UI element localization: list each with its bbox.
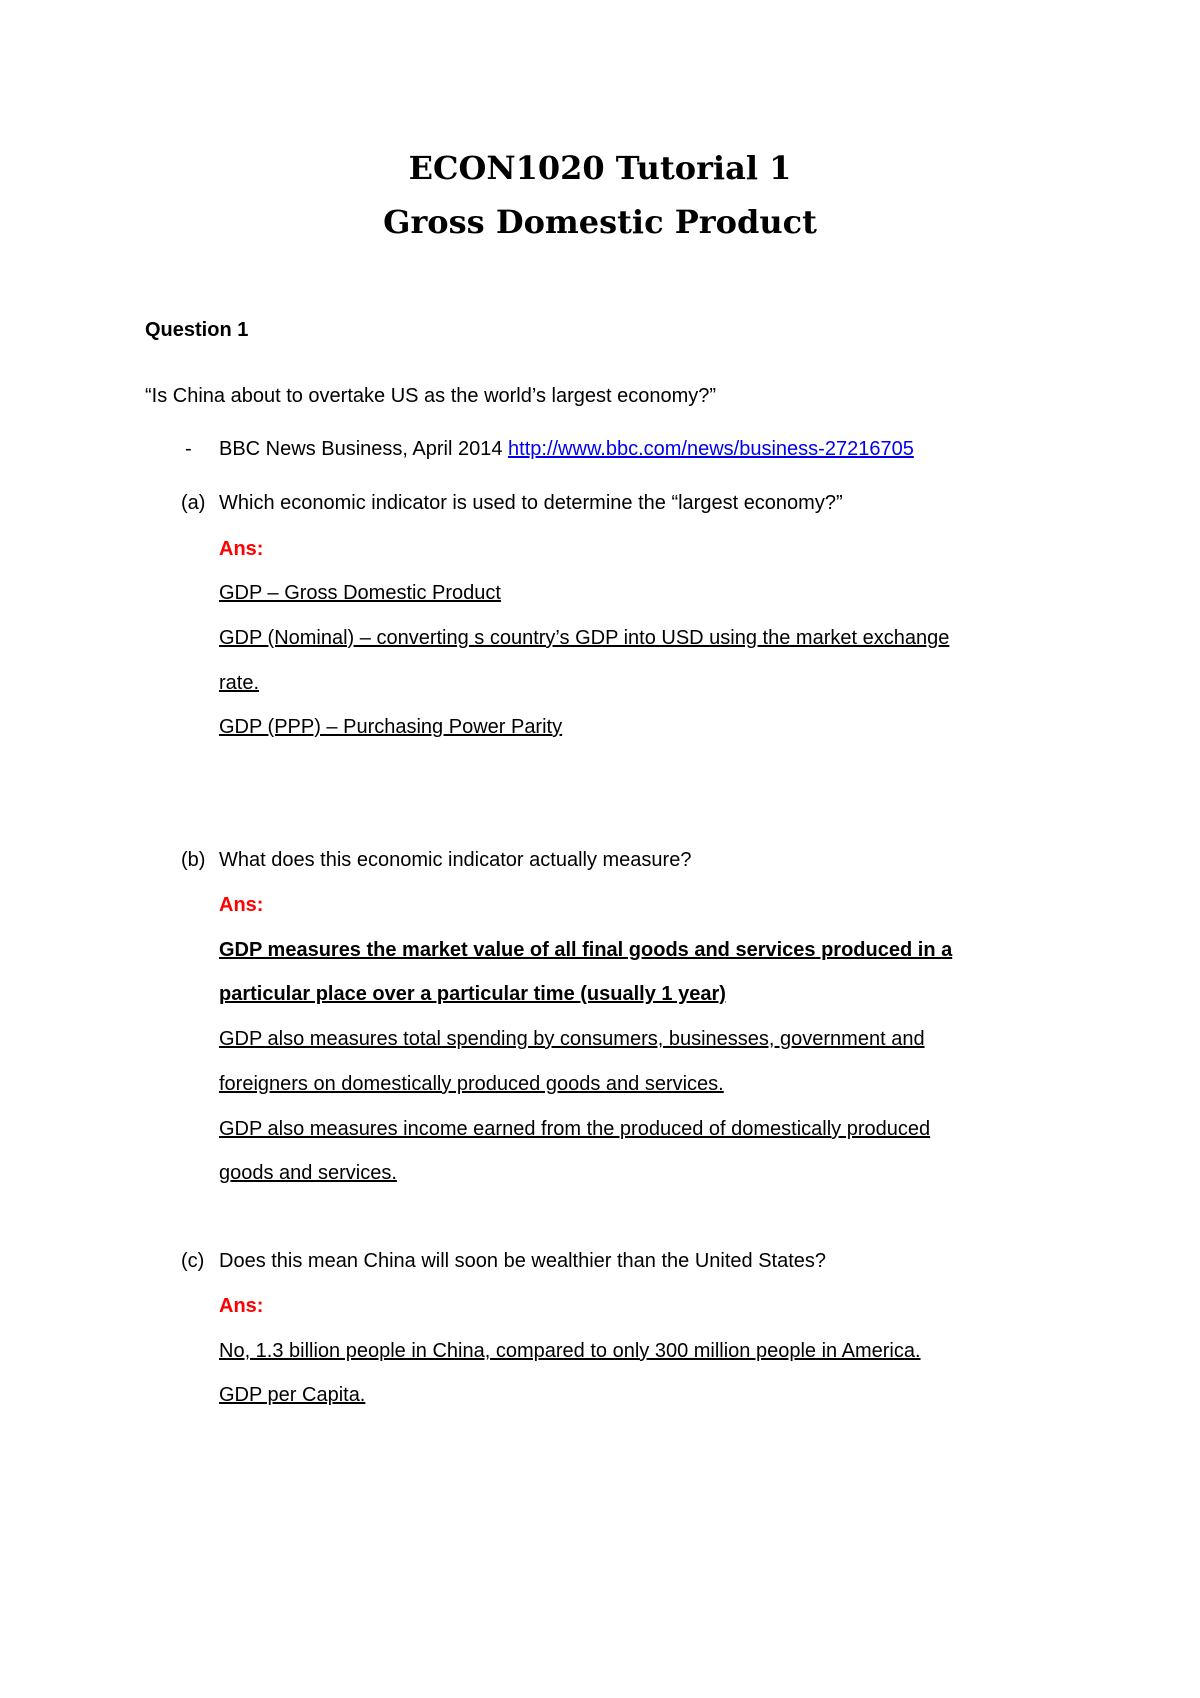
part-a-answer-line: rate. bbox=[219, 672, 260, 694]
source-citation bbox=[219, 436, 914, 462]
question-quote: “Is China about to overtake US as the world’s largest economy?” bbox=[145, 385, 717, 407]
part-a-answer-line: GDP (Nominal) – converting s country’s GDP into USD using the market exchange bbox=[219, 627, 950, 649]
question-heading: Question 1 bbox=[145, 319, 249, 341]
part-a-question: Which economic indicator is used to determine the “largest economy?” bbox=[219, 492, 843, 514]
part-b-answer-line: particular place over a particular time (usually 1 year) bbox=[219, 983, 726, 1005]
part-c-answer-label: Ans: bbox=[219, 1295, 264, 1317]
source-text: BBC News Business, April 2014 bbox=[219, 438, 509, 460]
part-b-answer-line: GDP measures the market value of all final goods and services produced in a bbox=[219, 939, 953, 961]
part-b-letter: (b) bbox=[181, 849, 206, 871]
source-link[interactable]: http://www.bbc.com/news/business-27216705 bbox=[508, 438, 914, 460]
part-b-answer-line: GDP also measures income earned from the produced of domestically produced bbox=[219, 1118, 931, 1140]
part-a-letter: (a) bbox=[181, 492, 206, 514]
part-c-letter: (c) bbox=[181, 1250, 205, 1272]
part-b-answer-label: Ans: bbox=[219, 894, 264, 916]
part-c-answer-line: No, 1.3 billion people in China, compared to only 300 million people in America. bbox=[219, 1340, 921, 1362]
document-title: ECON1020 Tutorial 1 bbox=[408, 149, 792, 187]
source-bullet: - bbox=[185, 438, 192, 460]
part-b-answer-line: foreigners on domestically produced goods and services. bbox=[219, 1073, 724, 1095]
part-b-answer-line: GDP also measures total spending by consumers, businesses, government and bbox=[219, 1028, 925, 1050]
part-a-answer-line: GDP (PPP) – Purchasing Power Parity bbox=[219, 716, 563, 738]
part-a-answer-label: Ans: bbox=[219, 538, 264, 560]
part-a-answer-line: GDP – Gross Domestic Product bbox=[219, 582, 501, 604]
part-b-answer-line: goods and services. bbox=[219, 1162, 397, 1184]
document-subtitle: Gross Domestic Product bbox=[383, 203, 817, 241]
part-c-answer-line: GDP per Capita. bbox=[219, 1384, 366, 1406]
part-b-question: What does this economic indicator actually measure? bbox=[219, 849, 692, 871]
part-c-question: Does this mean China will soon be wealthier than the United States? bbox=[219, 1250, 827, 1272]
